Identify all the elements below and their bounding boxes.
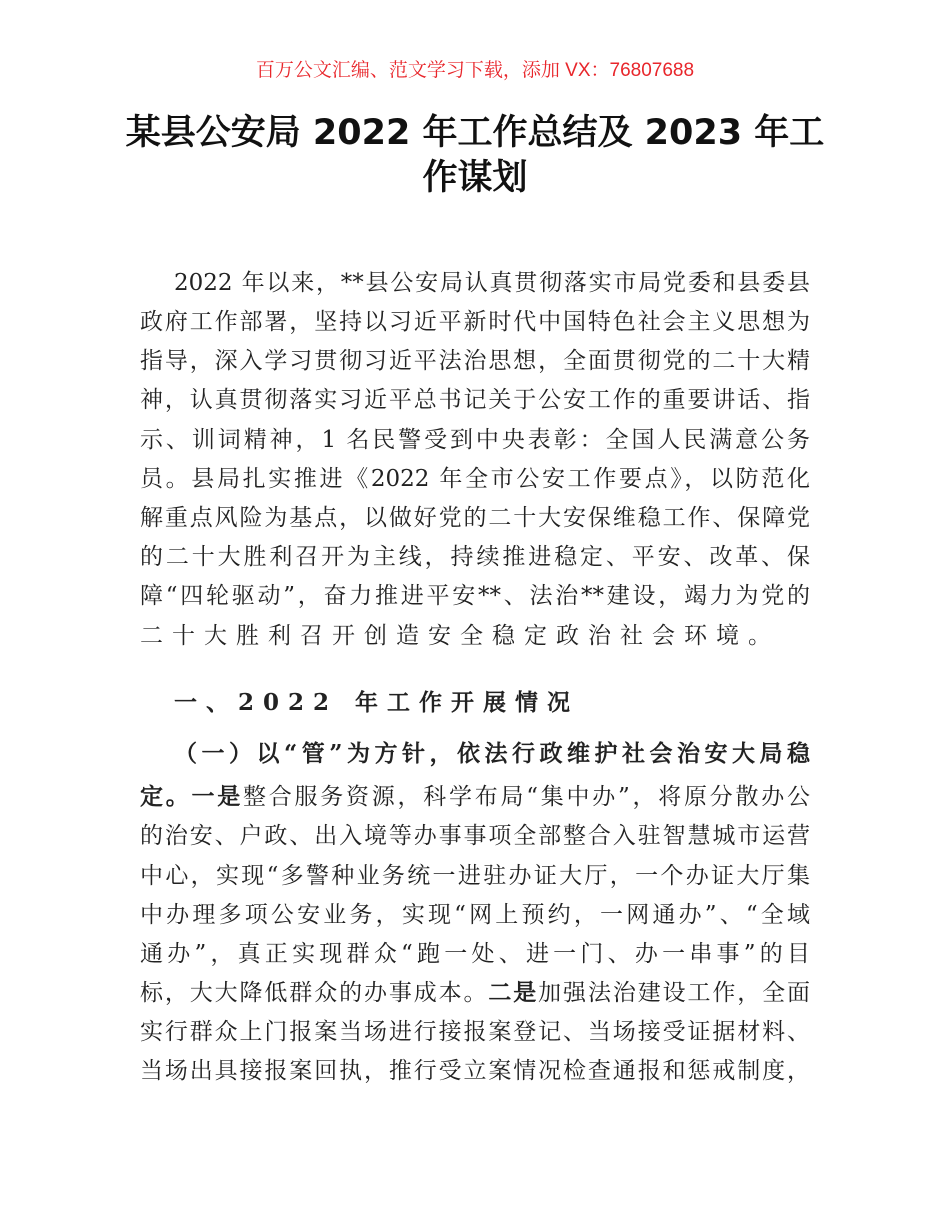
text-line — [140, 900, 810, 930]
text-line — [140, 1017, 810, 1047]
document-title-line-1: 某县公安局 2022 年工作总结及 2023 年工 — [125, 113, 825, 153]
document-title-line-2: 作谋划 — [422, 158, 528, 198]
text-segment: 政府工作部署，坚持以习近平新时代中国特色社会主义思想为 — [140, 309, 810, 335]
text-line — [140, 542, 810, 572]
text-segment: 解重点风险为基点，以做好党的二十大安保维稳工作、保障党 — [140, 505, 810, 531]
text-line — [140, 307, 810, 337]
bold-text: 二是 — [488, 979, 539, 1006]
text-segment: 二十大胜利召开创造安全稳定政治社会环境。 — [140, 623, 780, 649]
watermark-banner: 百万公文汇编、范文学习下载，添加 VX：76807688 — [255, 60, 695, 81]
text-line — [140, 464, 810, 494]
text-line — [140, 782, 810, 812]
text-segment: 中办理多项公安业务，实现“网上预约，一网通办”、“全域 — [140, 902, 810, 928]
text-line — [140, 581, 810, 611]
text-segment: 通办”，真正实现群众“跑一处、进一门、办一串事”的目 — [140, 941, 810, 967]
text-line — [140, 503, 810, 533]
bold-text: （一）以“管”为方针，依法行政维护社会治安大局稳 — [174, 740, 810, 767]
text-segment: 的二十大胜利召开为主线，持续推进稳定、平安、改革、保 — [140, 544, 810, 570]
text-segment: 障“四轮驱动”，奋力推进平安**、法治**建设，竭力为党的 — [140, 583, 810, 609]
text-segment: 中心，实现“多警种业务统一进驻办证大厅，一个办证大厅集 — [140, 863, 810, 889]
text-segment: 神，认真贯彻落实习近平总书记关于公安工作的重要讲话、指 — [140, 387, 810, 413]
text-segment: 整合服务资源，科学布局“集中办”，将原分散办公 — [243, 784, 810, 810]
section-heading — [174, 688, 810, 718]
text-line — [140, 346, 810, 376]
text-line — [140, 425, 810, 455]
text-segment: 的治安、户政、出入境等办事事项全部整合入驻智慧城市运营 — [140, 823, 810, 849]
text-line — [140, 621, 810, 651]
text-line — [140, 939, 810, 969]
text-segment: 加强法治建设工作，全面 — [538, 980, 811, 1006]
text-line — [140, 861, 810, 891]
text-segment: 实行群众上门报案当场进行接报案登记、当场接受证据材料、 — [140, 1019, 810, 1045]
text-line — [140, 1056, 810, 1086]
text-line — [174, 268, 810, 298]
text-segment: 当场出具接报案回执，推行受立案情况检查通报和惩戒制度， — [140, 1058, 810, 1084]
text-segment: 2022 年以来，**县公安局认真贯彻落实市局党委和县委县 — [174, 270, 810, 296]
text-line — [174, 739, 810, 769]
text-segment: 指导，深入学习贯彻习近平法治思想，全面贯彻党的二十大精 — [140, 348, 810, 374]
text-line — [140, 385, 810, 415]
text-line — [140, 821, 810, 851]
text-line — [140, 978, 810, 1008]
bold-text: 一、2022 年工作开展情况 — [174, 689, 580, 716]
text-segment: 标，大大降低群众的办事成本。 — [140, 980, 489, 1006]
text-segment: 员。县局扎实推进《2022 年全市公安工作要点》，以防范化 — [140, 466, 810, 492]
bold-text: 定。一是 — [140, 783, 243, 810]
text-segment: 示、训词精神，1 名民警受到中央表彰：全国人民满意公务 — [140, 427, 810, 453]
